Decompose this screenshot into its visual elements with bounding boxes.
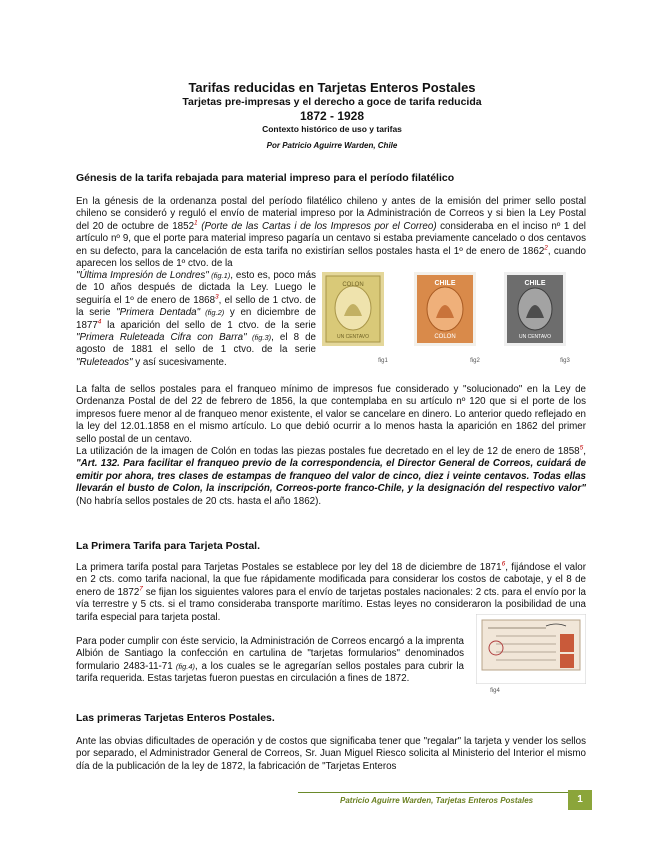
stamp-fig3 <box>504 272 566 346</box>
fig2-ref: (fig.2) <box>200 308 225 318</box>
p1b-text-f: la aparición del sello de 1 ctvo. de la serie <box>101 319 316 331</box>
stamp-fig1 <box>322 272 384 346</box>
p3-text-b: , <box>583 446 586 457</box>
p3-text-a: La utilización de la imagen de Colón en todas las piezas postales fue decretado en el ley de 12 de enero de 1858 <box>76 446 580 457</box>
stamp-3-top-text: CHILE <box>524 280 546 287</box>
section-heading-primera-tarifa: La Primera Tarifa para Tarjeta Postal. <box>76 540 261 552</box>
section-heading-primeras-tarjetas: Las primeras Tarjetas Enteros Postales. <box>76 712 275 724</box>
document-years: 1872 - 1928 <box>299 109 365 123</box>
footnote-ref-5: 5 <box>579 444 584 452</box>
stamp-1-top-text: COLON <box>342 282 364 288</box>
stamps-figure <box>318 270 588 370</box>
stamp-2-bottom-text: COLON <box>434 334 456 340</box>
p5-text-b: , a los cuales se le agregarían sellos postales para cubrir la tarifa requerida. Estas tarjetas fueron puestas en circulación a fines de 1872. <box>76 660 464 685</box>
paragraph-1b <box>76 270 316 369</box>
p4-text-a: La primera tarifa postal para Tarjetas Postales se establece por ley del 18 de diciembre de 1871 <box>76 562 502 573</box>
footnote-ref-2: 2 <box>544 244 548 252</box>
p1-text-d: , cuando aparecen los sellos de 1º ctvo. de la <box>76 245 586 270</box>
footnote-ref-6: 6 <box>501 560 506 568</box>
fig4-ref: (fig.4) <box>172 661 195 671</box>
stamp-3-bottom-text: UN CENTAVO <box>518 334 552 340</box>
p1-text-b: (Porte de las Cartas i de los Impresos por el Correo) <box>197 220 437 232</box>
p1-text-a: En la génesis de la ordenanza postal del período filatélico chileno y antes de la emisión del primer sello postal chileno se consideró y reguló el envío de material impreso por la Administración de Correos y si bien la Ley Postal del 20 de octubre de 1852 <box>76 196 586 232</box>
stamp-2-top-text: CHILE <box>434 280 456 287</box>
footnote-ref-4: 4 <box>97 318 102 326</box>
postcard-fig4 <box>476 614 586 694</box>
footnote-ref-7: 7 <box>139 585 143 593</box>
document-author: Por Patricio Aguirre Warden, Chile <box>266 141 398 150</box>
p5-text-a: Para poder cumplir con éste servicio, la Administración de Correos encargó a la imprenta Albión de Santiago la confección en cartulina de "tarjetas formularios" denominados formulario 2483-11-71 <box>76 636 464 672</box>
p1b-text-b: , esto es, poco más de 10 años después de dictada la Ley. Luego le seguiría el 1º de enero de 1868 <box>76 270 316 306</box>
p4-text-b: , fijándose el valor en 2 cts. como tarifa nacional, la que fue rápidamente modificada para considerar los costos de cabotaje, y el 8 de enero de 1872 <box>76 562 587 598</box>
paragraph-1 <box>76 196 586 270</box>
document-context: Contexto histórico de uso y tarifas <box>262 124 402 134</box>
p1b-text-e: y en diciembre de 1877 <box>76 307 316 331</box>
fig4-label: fig4 <box>490 688 500 694</box>
section-heading-genesis: Génesis de la tarifa rebajada para material impreso para el período filatélico <box>76 172 455 184</box>
p4-text-c: se fijan los siguientes valores para el envío de tarjetas postales nacionales: 2 cts. para el envío por la vía terrestre y 5 cts. si el tramo consideraba transporte marítimo. Estas leyes no consideraron la posibilidad de una tarifa especial para tarjeta postal. <box>76 586 586 623</box>
p1b-text-g: "Primera Ruleteada Cifra con Barra" <box>76 332 247 344</box>
fig1-label: fig1 <box>378 358 388 364</box>
p1b-text-j: y así sucesivamente. <box>132 356 227 368</box>
footnote-ref-3: 3 <box>215 293 219 301</box>
fig3-ref: (fig.3) <box>246 333 272 343</box>
fig2-label: fig2 <box>470 358 480 364</box>
p1b-text-i: "Ruleteados" <box>76 356 133 368</box>
footer-text: Patricio Aguirre Warden, Tarjetas Enteros Postales <box>340 796 534 805</box>
p3-text-d: (No habría sellos postales de 20 cts. hasta el año 1862). <box>76 495 322 507</box>
paragraph-5 <box>76 636 464 686</box>
stamp-fig2 <box>414 272 476 346</box>
fig3-label: fig3 <box>560 358 570 364</box>
page-number: 1 <box>568 790 592 810</box>
p1b-text-c: , el sello de 1 ctvo. de la serie <box>76 294 316 319</box>
paragraph-6: Ante las obvias dificultades de operación y de costos que significaba tener que "regalar" la tarjeta y vender los sellos por separado, el Administrador General de Correos, Sr. Juan Miguel Riesco solicita al Ministerio del Interior el mismo día de la publicación de la ley de 1872, la fabricación de "Tarjetas Enteros <box>76 736 586 772</box>
paragraph-2: La falta de sellos postales para el franqueo mínimo de impresos fue considerado y "solucionado" en la Ley de Ordenanza Postal de del 22 de febrero de 1856, la que contemplaba en su artículo nº 120 que si el porte de los impresos fuere menor al de franqueo menor existente, el valor se cancelare en dinero. Lo anterior quedo reflejado en la ley del 12.01.1858 en el mismo artículo. Lo que debió ocurrir a lo menos hasta la aparición en 1862 del primer sello postal de un centavo. <box>76 384 586 445</box>
document-subtitle: Tarjetas pre-impresas y el derecho a goce de tarifa reducida <box>182 96 482 108</box>
fig1-ref: (fig.1) <box>208 271 231 280</box>
document-title: Tarifas reducidas en Tarjetas Enteros Postales <box>188 80 476 95</box>
p1b-text-a: "Última Impresión de Londres" <box>76 270 209 281</box>
p1-text-c: consideraba en el inciso nº 1 del artículo nº 9, que el porte para material impreso pagaría un centavo si estaba previamente cancelado o dos centavos en su defecto, para la cancelación de esta tarifa no existirían sellos postales hasta el 1º de enero de 1862 <box>76 220 586 257</box>
paragraph-3 <box>76 446 586 508</box>
stamp-1-bottom-text: UN CENTAVO <box>336 334 370 340</box>
footnote-ref-1: 1 <box>194 219 198 227</box>
p3-quote: "Art. 132. Para facilitar el franqueo previo de la correspondencia, el Director General de Correos, cuidará de emitir por ahora, tres clases de estampas de franqueo del valor de cinco, diez i veinte centavos. Todas ellas llevarán el busto de Colon, la inscripción, Correos-porte franco-Chile, y la designación del respectivo valor" <box>76 458 586 495</box>
p1b-text-d: "Primera Dentada" <box>116 307 201 319</box>
footer-rule <box>298 792 590 793</box>
p1b-text-h: , el 8 de agosto de 1881 el sello de 1 ctvo. de la serie <box>76 332 316 356</box>
